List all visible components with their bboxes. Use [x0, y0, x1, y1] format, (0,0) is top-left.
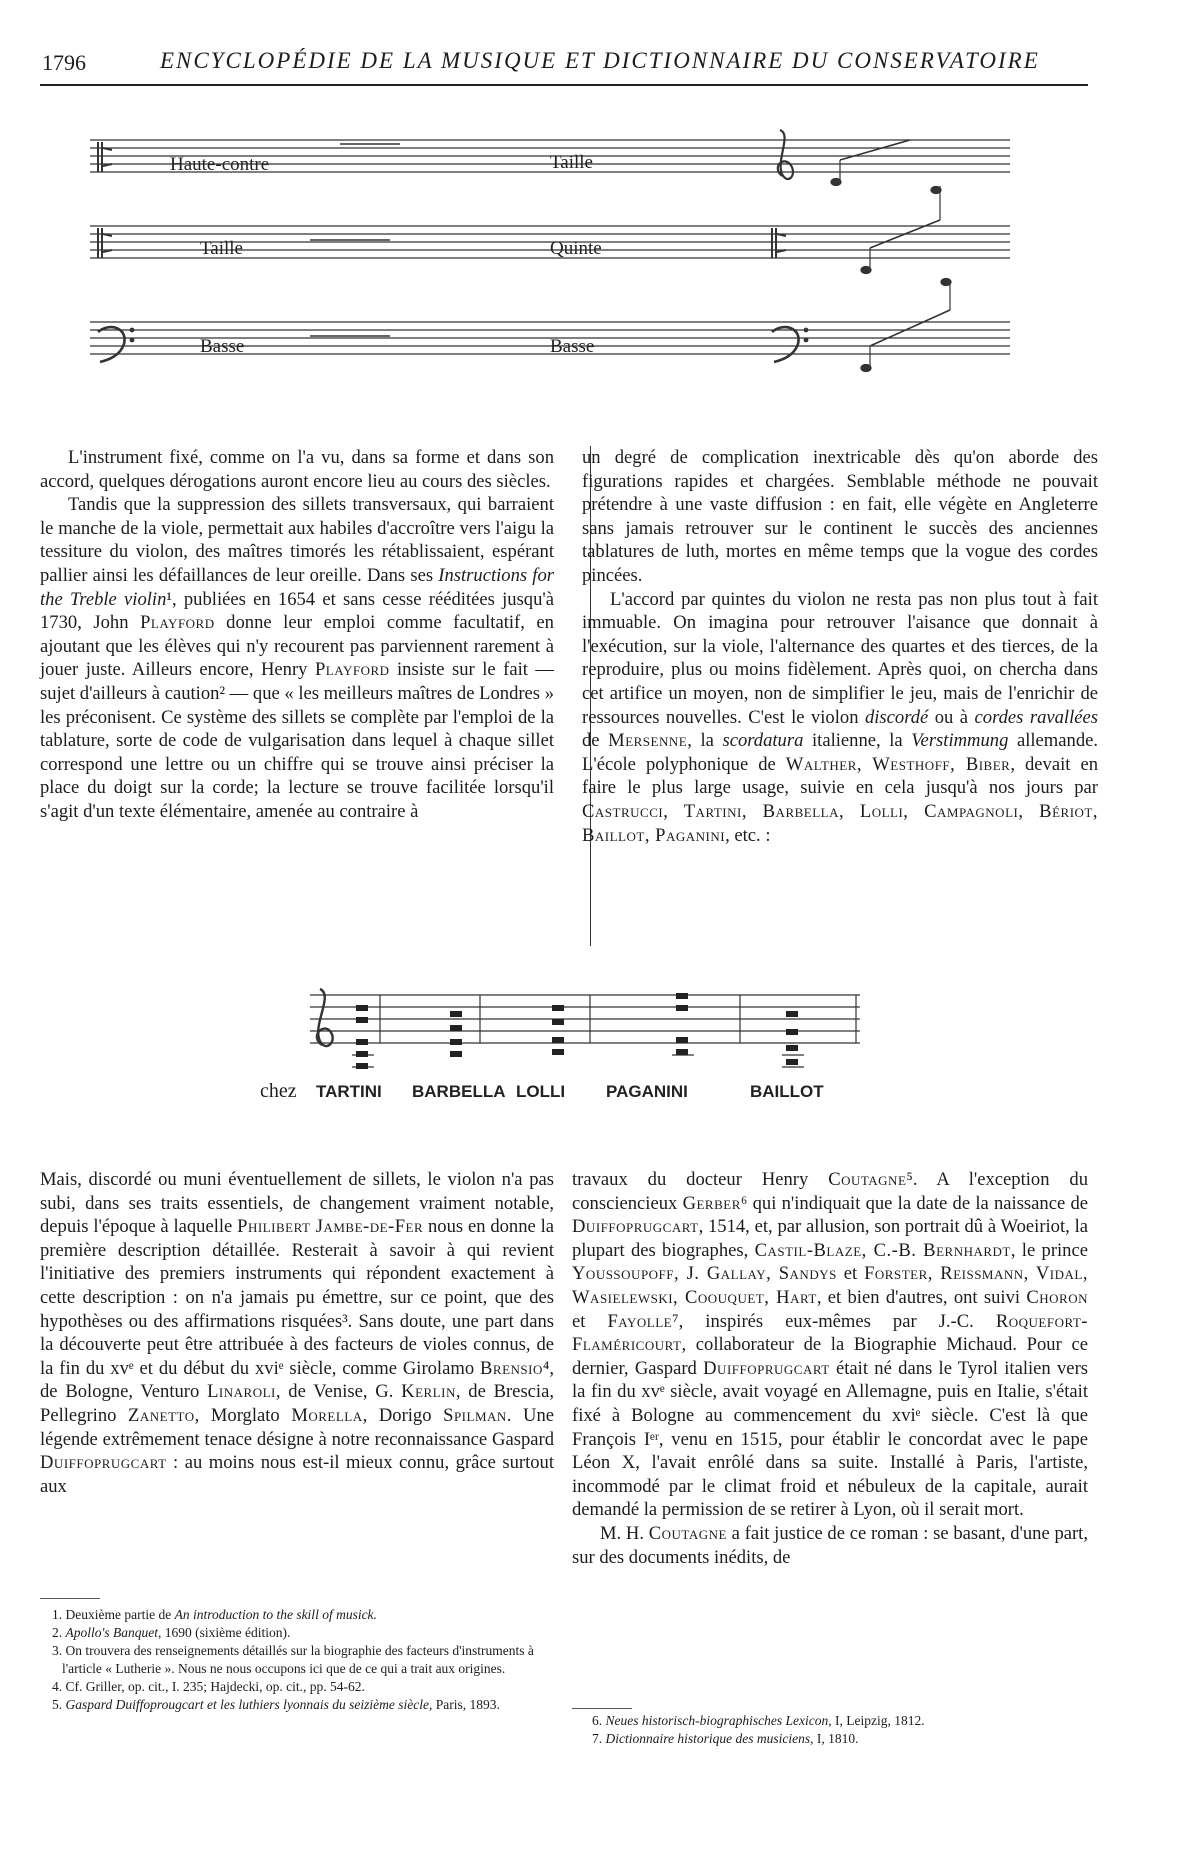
- footnote-7: 7. Dictionnaire historique des musiciens, I, 1810.: [592, 1731, 859, 1746]
- page-number: 1796: [42, 50, 86, 75]
- scordatura-figure: [260, 985, 880, 1110]
- paragraph: M. H. Coutagne a fait justice de ce roman : se basant, d'une part, sur des documents inédits, de: [572, 1522, 1088, 1568]
- paragraph: un degré de complication inextricable dès qu'on aborde des figurations rapides et chargées. Semblable méthode ne pouvait prétendre à une vaste diffusion : en fait, elle végète en Angleterre sans jamais retrouver sur le continent le succès des anciennes tablatures de luth, mortes en même temps que la vogue des cordes pincées.: [582, 447, 1098, 586]
- paragraph: L'instrument fixé, comme on l'a vu, dans sa forme et dans son accord, quelques dérogations auront encore lieu au cours des siècles.: [40, 447, 554, 492]
- example-label-barbella: BARBELLA: [412, 1082, 506, 1101]
- staff1-left-label: Haute-contre: [170, 154, 270, 175]
- paragraph: Mais, discordé ou muni éventuellement de sillets, le violon n'a pas subi, dans ses traits essentiels, de changement vraiment notable, depuis l'époque à laquelle Philibert Jambe-de-Fer nous en donne la première description détaillée. Resterait à savoir à qui revient l'initiative des premiers instruments qui répondent exactement à cette description : on n'a jamais pu émettre, sur ce point, que des hypothèses ou des affirmations risquées³. Sans doute, une part dans la découverte peut être attribuée à des facteurs de violes connus, de la fin du xvᵉ et du début du xviᵉ siècle, comme Girolamo Brensio⁴, de Bologne, Venturo Linaroli, de Venise, G. Kerlin, de Brescia, Pellegrino Zanetto, Morglato Morella, Dorigo Spilman. Une légende extrêmement tenace désigne à notre reconnaissance Gaspard Duiffoprugcart : au moins nous est-il mieux connu, grâce surtout aux: [40, 1169, 555, 1497]
- staff3-left-label: Basse: [200, 336, 245, 357]
- column-right-2: [572, 1168, 1088, 1569]
- footnote-1: 1. Deuxième partie de An introduction to the skill of musick.: [52, 1607, 377, 1622]
- paragraph: Tandis que la suppression des sillets transversaux, qui barraient le manche de la viole, permettait aux habiles d'accroître vers l'aigu la tessiture du violon, des maîtres timorés les rétablissaient, espérant pallier ainsi les défaillances de leur oreille. Dans ses Instructions for the Treble violin¹, publiées en 1654 et sans cesse rééditées jusqu'à 1730, John Playford donne leur emploi comme facultatif, en ajoutant que les élèves qui n'y recourent pas parviennent rarement à jouer juste. Ailleurs encore, Henry Playford insiste sur le fait — sujet d'ailleurs à caution² — que « les meilleurs maîtres de Londres » les préconisent. Ce système des sillets se complète par l'emploi de la tablature, sorte de code de vulgarisation dans lequel à chaque sillet correspond une lettre ou un chiffre qui se trouve ainsi préciser la place du doigt sur la corde; la lecture se trouve facilitée lorsqu'il s'agit d'un texte élémentaire, amenée au contraire à: [40, 494, 555, 822]
- footnote-rule-left: [40, 1598, 100, 1599]
- footnote-2: 2. Apollo's Banquet, 1690 (sixième édition).: [52, 1625, 291, 1640]
- column-right-1: [582, 446, 1098, 847]
- tuning-figure: [70, 120, 1020, 410]
- example-label-paganini: PAGANINI: [606, 1082, 688, 1101]
- staff1-right-label: Taille: [550, 152, 593, 173]
- paragraph: L'accord par quintes du violon ne resta pas non plus tout à fait immuable. On imagina pour retrouver l'aisance que donnait à l'exécution, sur la viole, l'alternance des quartes et des tierces, de la reproduire, plus ou moins fidèlement. Après quoi, on chercha dans cet artifice un moyen, non de simplifier le jeu, mais de l'enrichir de ressources nouvelles. C'est le violon discordé ou à cordes ravallées de Mersenne, la scordatura italienne, la Verstimmung allemande. L'école polyphonique de Walther, Westhoff, Biber, devait en faire le plus large usage, suivie en cela jusqu'à nos jours par Castrucci, Tartini, Barbella, Lolli, Campagnoli, Bériot, Baillot, Paganini, etc. :: [582, 588, 1099, 846]
- running-title: ENCYCLOPÉDIE DE LA MUSIQUE ET DICTIONNAIRE DU CONSERVATOIRE: [160, 48, 1040, 73]
- staff3-right-label: Basse: [550, 336, 595, 357]
- example-label-lolli: LOLLI: [516, 1082, 566, 1101]
- footnote-3: 3. On trouvera des renseignements détaillés sur la biographie des facteurs d'instruments à l'article « Lutherie ». Nous ne nous occupons ici que de ce qui a trait aux origines.: [52, 1643, 534, 1676]
- example-prefix: chez: [260, 1080, 297, 1102]
- staff2-right-label: Quinte: [550, 238, 602, 259]
- example-label-tartini: TARTINI: [316, 1082, 382, 1101]
- footnote-rule-right: [572, 1708, 632, 1709]
- column-left-2: [40, 1168, 554, 1498]
- example-label-baillot: BAILLOT: [750, 1082, 824, 1101]
- page-header: [40, 44, 1088, 86]
- column-left-1: [40, 446, 554, 824]
- footnote-6: 6. Neues historisch-biographisches Lexicon, I, Leipzig, 1812.: [592, 1713, 925, 1728]
- footnote-5: 5. Gaspard Duiffoprougcart et les luthiers lyonnais du seizième siècle, Paris, 1893.: [52, 1697, 500, 1712]
- paragraph: travaux du docteur Henry Coutagne⁵. A l'exception du consciencieux Gerber⁶ qui n'indiquait que la date de la naissance de Duiffoprugcart, 1514, et, par allusion, son portrait dû à Woeiriot, la plupart des biographes, Castil-Blaze, C.-B. Bernhardt, le prince Youssoupoff, J. Gallay, Sandys et Forster, Reissmann, Vidal, Wasielewski, Coouquet, Hart, et bien d'autres, ont suivi Choron et Fayolle⁷, inspirés eux-mêmes par J.-C. Roquefort-Flaméricourt, collaborateur de la Biographie Michaud. Pour ce dernier, Gaspard Duiffoprugcart était né dans le Tyrol italien vers la fin du xvᵉ siècle, avait voyagé en Allemagne, puis en Italie, s'était fixé à Bologne au commencement du xviᵉ siècle. C'est là que François Iᵉʳ, venu en 1515, pour établir le concordat avec le pape Léon X, l'avait enrôlé dans sa suite. Installé à Paris, l'artiste, incommodé par le climat froid et nébuleux de la capitale, aurait demandé la permission de se retirer à Lyon, où il serait mort.: [572, 1169, 1089, 1521]
- footnote-4: 4. Cf. Griller, op. cit., I. 235; Hajdecki, op. cit., pp. 54-62.: [52, 1679, 365, 1694]
- staff2-left-label: Taille: [200, 238, 243, 259]
- footnotes-right: [592, 1712, 1082, 1748]
- footnotes-left: [52, 1606, 552, 1714]
